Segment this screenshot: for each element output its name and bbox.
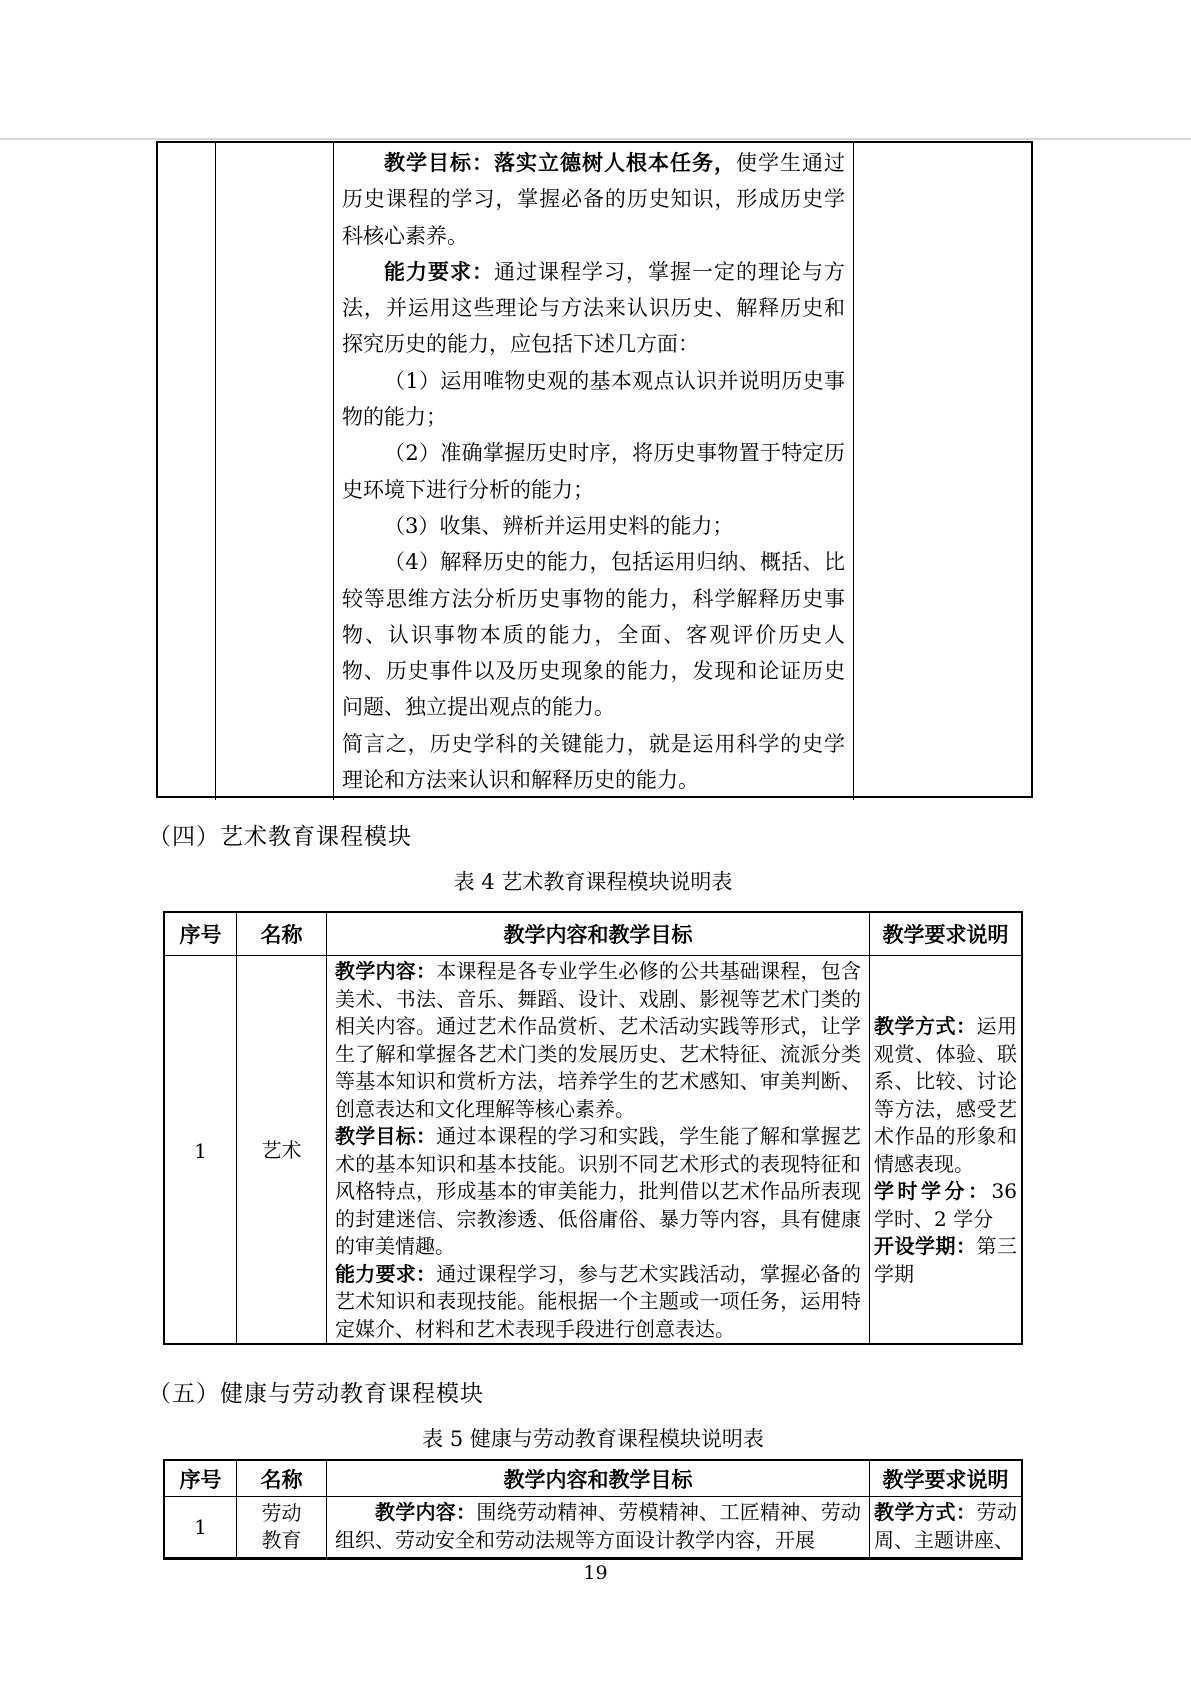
section-heading-health: （五）健康与劳动教育课程模块	[148, 1381, 484, 1407]
paragraph: 教学目标：落实立德树人根本任务，使学生通过历史课程的学习，掌握必备的历史知识，形成历史学科核心素养。	[342, 150, 845, 248]
empty-name-cell	[216, 143, 334, 800]
paragraph-label: 开设学期：	[874, 1234, 977, 1258]
table4-header-content: 教学内容和教学目标	[327, 913, 870, 956]
table4-row-no: 1	[165, 956, 237, 1345]
table4-header-requirement: 教学要求说明	[870, 913, 1021, 956]
paragraph: 能力要求：通过课程学习，掌握一定的理论与方法，并运用这些理论与方法来认识历史、解释历史和探究历史的能力，应包括下述几方面：	[342, 258, 845, 357]
paragraph: （4）解释历史的能力，包括运用归纳、概括、比较等思维方法分析历史事物的能力，科学解释历史事物、认识事物本质的能力，全面、客观评价历史人物、历史事件以及历史现象的能力，发现和论证历史问题、独立提出观点的能力。	[342, 550, 845, 720]
paragraph: 学时学分：36 学时、2 学分	[874, 1179, 1017, 1231]
table4-header-name: 名称	[237, 913, 327, 956]
paragraph: （3）收集、辨析并运用史料的能力；	[384, 513, 734, 538]
health-labor-module-table	[163, 1459, 1023, 1560]
paragraph-label: 教学方式：	[874, 1014, 977, 1038]
paragraph: 教学方式：运用观赏、体验、联系、比较、讨论等方法，感受艺术作品的形象和情感表现。	[874, 1014, 1017, 1176]
paragraph: 教学方式：劳动周、主题讲座、	[874, 1500, 1017, 1552]
paragraph-label: 教学目标：落实立德树人根本任务，	[384, 150, 736, 175]
table5-header-no: 序号	[165, 1461, 237, 1497]
table5-row-name	[237, 1497, 327, 1557]
paragraph: 教学目标：通过本课程的学习和实践，学生能了解和掌握艺术的基本知识和基本技能。识别不同艺术形式的表现特征和风格特点，形成基本的审美能力，批判借以艺术作品所表现的封建迷信、宗教渗透、低俗庸俗、暴力等内容，具有健康的审美情趣。	[335, 1124, 862, 1258]
course-name: 劳动教育	[261, 1500, 302, 1552]
section-heading-art: （四）艺术教育课程模块	[148, 824, 412, 850]
paragraph-label: 教学方式：	[874, 1500, 977, 1524]
paragraph: （1）运用唯物史观的基本观点认识并说明历史事物的能力；	[342, 368, 845, 430]
course-name: 艺术	[261, 1137, 302, 1162]
paragraph-label: 教学目标：	[335, 1124, 437, 1148]
paragraph-label: 教学内容：	[335, 959, 437, 983]
paragraph: 开设学期：第三学期	[874, 1234, 1017, 1286]
history-course-table	[156, 141, 1033, 798]
table5-row-content	[327, 1497, 870, 1557]
table4-header-no: 序号	[165, 913, 237, 956]
table5-row-requirement	[870, 1497, 1021, 1557]
table5-header-requirement: 教学要求说明	[870, 1461, 1021, 1497]
table5-header-content: 教学内容和教学目标	[327, 1461, 870, 1497]
page-number: 19	[583, 1562, 608, 1584]
paragraph-label: 能力要求：	[335, 1261, 437, 1286]
table4-row-name	[237, 956, 327, 1345]
paragraph-label: 教学内容：	[375, 1500, 477, 1524]
paragraph: 简言之，历史学科的关键能力，就是运用科学的史学理论和方法来认识和解释历史的能力。	[342, 731, 845, 793]
empty-requirement-cell	[854, 143, 1031, 800]
art-module-table	[163, 911, 1023, 1345]
table4-row-content	[327, 956, 870, 1345]
table4-row-requirement	[870, 956, 1021, 1345]
history-content-cell	[334, 143, 854, 800]
empty-no-cell	[158, 143, 216, 800]
table5-title: 表 5 健康与劳动教育课程模块说明表	[422, 1427, 764, 1451]
paragraph: 能力要求：通过课程学习，参与艺术实践活动，掌握必备的艺术知识和表现技能。能根据一个主题或一项任务，运用特定媒介、材料和艺术表现手段进行创意表达。	[335, 1261, 862, 1341]
paragraph: 教学内容：围绕劳动精神、劳模精神、工匠精神、劳动组织、劳动安全和劳动法规等方面设计教学内容，开展	[335, 1500, 862, 1552]
table4-title: 表 4 艺术教育课程模块说明表	[453, 870, 733, 894]
paragraph-label: 学时学分：	[874, 1179, 992, 1203]
paragraph: 教学内容：本课程是各专业学生必修的公共基础课程，包含美术、书法、音乐、舞蹈、设计、戏剧、影视等艺术门类的相关内容。通过艺术作品赏析、艺术活动实践等形式，让学生了解和掌握各艺术门类的发展历史、艺术特征、流派分类等基本知识和赏析方法，培养学生的艺术感知、审美判断、创意表达和文化理解等核心素养。	[335, 959, 862, 1121]
table5-row-no: 1	[165, 1497, 237, 1557]
paragraph-label: 能力要求：	[384, 258, 494, 284]
paragraph: （2）准确掌握历史时序，将历史事物置于特定历史环境下进行分析的能力；	[342, 441, 845, 502]
table5-header-name: 名称	[237, 1461, 327, 1497]
page-break-rule	[0, 138, 1191, 140]
